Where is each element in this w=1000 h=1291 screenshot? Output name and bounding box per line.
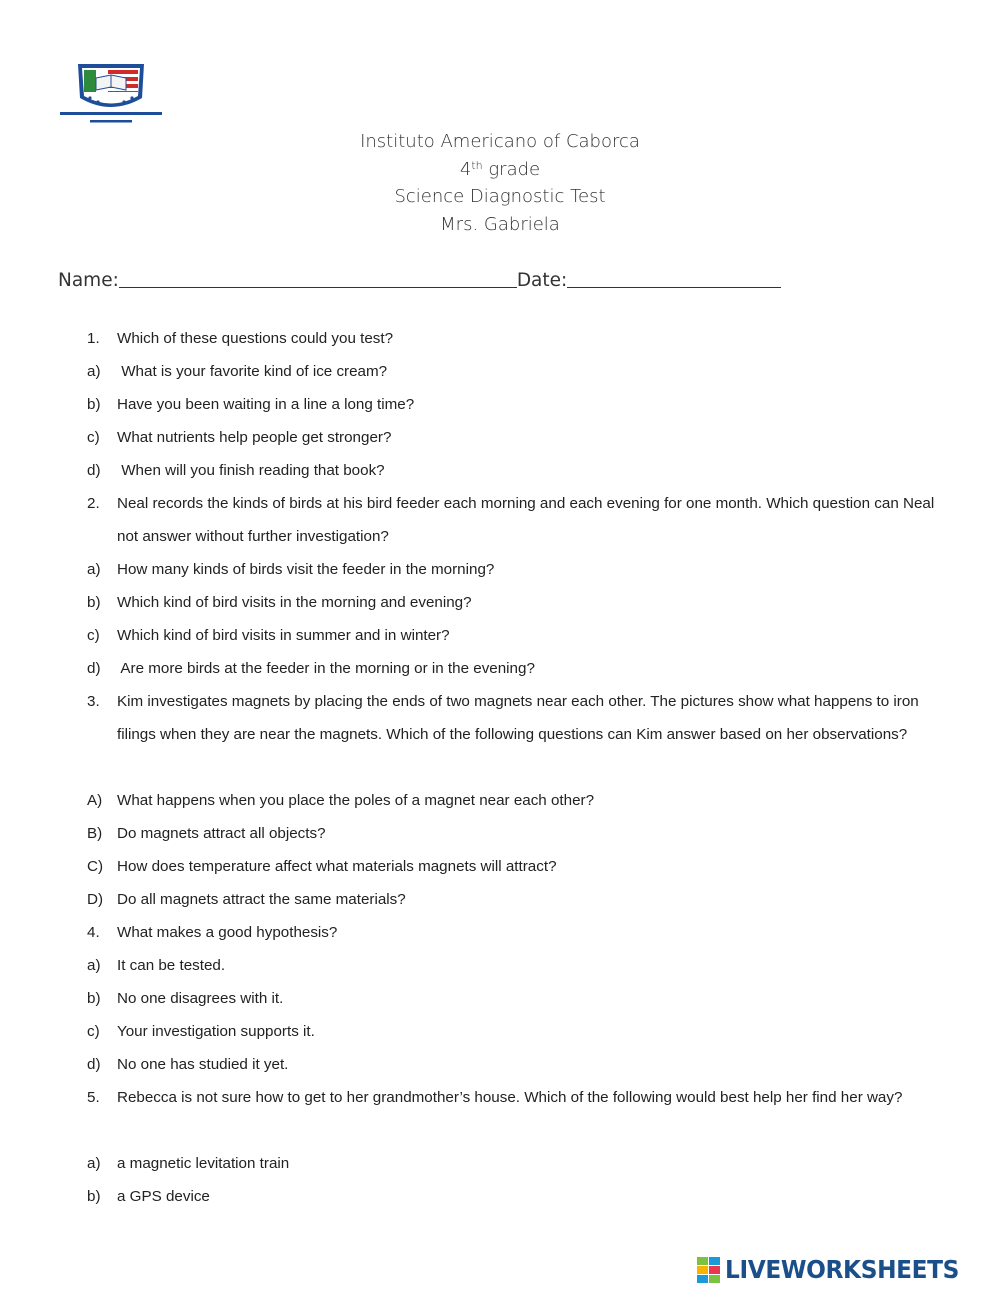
item-marker: A) [87, 792, 103, 809]
date-blank[interactable] [567, 268, 781, 288]
grade-word: grade [488, 158, 541, 180]
item-text: Have you been waiting in a line a long time? [117, 396, 415, 413]
item-marker: 1. [87, 330, 100, 347]
item-marker: B) [87, 825, 103, 842]
item-text: a magnetic levitation train [117, 1155, 290, 1172]
item-marker: a) [87, 1155, 101, 1172]
item-text: Do magnets attract all objects? [117, 825, 326, 842]
school-name: Instituto Americano of Caborca [360, 131, 640, 152]
school-logo [56, 58, 166, 130]
item-text: Neal records the kinds of birds at his bird feeder each morning and each evening for one month. Which question can Neal not answer without further investigation? [117, 495, 935, 545]
item-text: No one has studied it yet. [117, 1056, 289, 1073]
item-marker: a) [87, 363, 101, 380]
item-text: What makes a good hypothesis? [117, 924, 338, 941]
item-marker: c) [87, 429, 100, 446]
item-text: It can be tested. [117, 957, 226, 974]
item-marker: a) [87, 957, 101, 974]
item-text: How many kinds of birds visit the feeder in the morning? [117, 561, 495, 578]
item-text: Which of these questions could you test? [117, 330, 394, 347]
item-text: Which kind of bird visits in summer and in winter? [117, 627, 450, 644]
item-marker: d) [87, 1056, 101, 1073]
document-header [0, 128, 1000, 238]
date-label: Date: [516, 270, 568, 291]
item-marker: a) [87, 561, 101, 578]
item-text: What nutrients help people get stronger? [117, 429, 392, 446]
test-title: Science Diagnostic Test [394, 186, 606, 207]
name-blank[interactable] [119, 268, 517, 288]
item-marker: b) [87, 990, 101, 1007]
item-marker: d) [87, 462, 101, 479]
item-text: Kim investigates magnets by placing the ends of two magnets near each other. The pictures show what happens to iron filings when they are near the magnets. Which of the following questions can Kim answer based on her observations? [117, 693, 919, 743]
item-marker: c) [87, 627, 100, 644]
item-text: Are more birds at the feeder in the morning or in the evening? [117, 660, 535, 677]
item-text: No one disagrees with it. [117, 990, 284, 1007]
item-marker: b) [87, 1188, 101, 1205]
item-marker: 5. [87, 1089, 100, 1106]
grade-number: 4 [459, 158, 472, 180]
name-date-row [58, 268, 781, 291]
item-marker: 4. [87, 924, 100, 941]
item-text: Rebecca is not sure how to get to her grandmother’s house. Which of the following would best help her find her way? [117, 1089, 903, 1106]
item-text: Which kind of bird visits in the morning and evening? [117, 594, 472, 611]
item-marker: C) [87, 858, 104, 875]
teacher-name: Mrs. Gabriela [440, 213, 560, 235]
liveworksheets-blocks-icon [697, 1257, 721, 1283]
item-text: a GPS device [117, 1188, 210, 1205]
item-marker: d) [87, 660, 101, 677]
item-text: What happens when you place the poles of a magnet near each other? [117, 792, 595, 809]
item-text: Your investigation supports it. [117, 1023, 315, 1040]
grade-line [0, 156, 1000, 184]
item-text: When will you finish reading that book? [117, 462, 385, 479]
item-marker: c) [87, 1023, 100, 1040]
item-marker: b) [87, 396, 101, 413]
item-marker: 2. [87, 495, 100, 512]
item-marker: b) [87, 594, 101, 611]
item-text: What is your favorite kind of ice cream? [117, 363, 388, 380]
liveworksheets-wordmark: LIVEWORKSHEETS [725, 1255, 960, 1284]
item-marker: D) [87, 891, 104, 908]
item-text: How does temperature affect what materials magnets will attract? [117, 858, 557, 875]
item-marker: 3. [87, 693, 100, 710]
item-text: Do all magnets attract the same materials? [117, 891, 406, 908]
grade-suffix: th [471, 158, 483, 172]
name-label: Name: [58, 270, 119, 291]
liveworksheets-logo [697, 1255, 977, 1285]
